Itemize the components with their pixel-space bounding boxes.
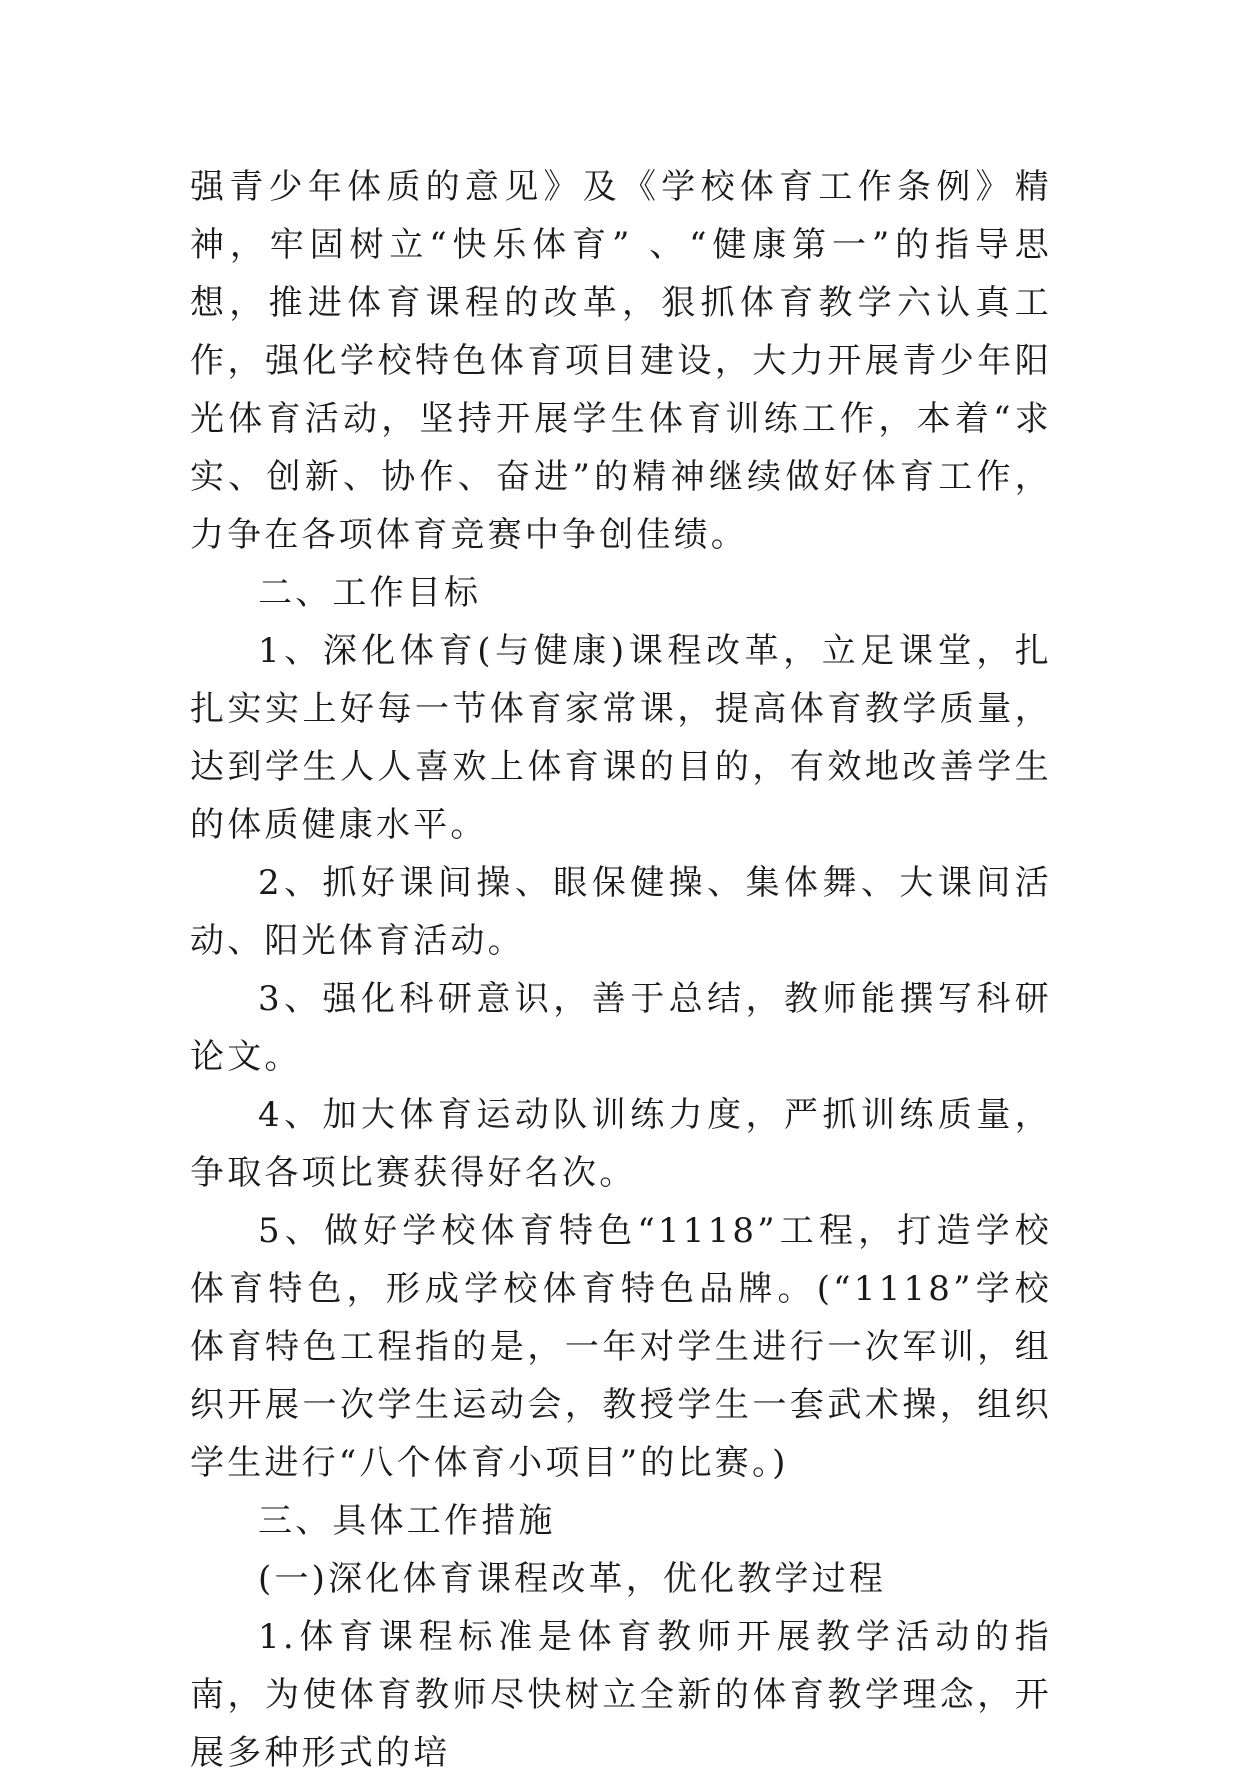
- subsection-heading-1: (一)深化体育课程改革，优化教学过程: [258, 1559, 887, 1599]
- goal-item-1: 1、深化体育(与健康)课程改革，立足课堂，扎扎实实上好每一节体育家常课，提高体育教学质量，达到学生人人喜欢上体育课的目的，有效地改善学生的体质健康水平。: [190, 631, 1052, 845]
- measure-item-1: 1.体育课程标准是体育教师开展教学活动的指南，为使体育教师尽快树立全新的体育教学理念，开展多种形式的培: [190, 1617, 1052, 1773]
- section-heading-measures: 三、具体工作措施: [258, 1501, 556, 1541]
- document-body: [190, 158, 1052, 1782]
- paragraph-continuation: 强青少年体质的意见》及《学校体育工作条例》精神，牢固树立“快乐体育” 、“健康第一”的指导思想，推进体育课程的改革，狠抓体育教学六认真工作，强化学校特色体育项目建设，大力开展青少年阳光体育活动，坚持开展学生体育训练工作，本着“求实、创新、协作、奋进”的精神继续做好体育工作，力争在各项体育竞赛中争创佳绩。: [190, 167, 1052, 555]
- goal-item-5: 5、做好学校体育特色“1118”工程，打造学校体育特色，形成学校体育特色品牌。(“1118”学校体育特色工程指的是，一年对学生进行一次军训，组织开展一次学生运动会，教授学生一套武术操，组织学生进行“八个体育小项目”的比赛。): [190, 1211, 1052, 1483]
- goal-item-4: 4、加大体育运动队训练力度，严抓训练质量，争取各项比赛获得好名次。: [190, 1095, 1052, 1193]
- goal-item-3: 3、强化科研意识，善于总结，教师能撰写科研论文。: [190, 979, 1052, 1077]
- section-heading-work-goals: 二、工作目标: [258, 573, 482, 613]
- goal-item-2: 2、抓好课间操、眼保健操、集体舞、大课间活动、阳光体育活动。: [190, 863, 1052, 961]
